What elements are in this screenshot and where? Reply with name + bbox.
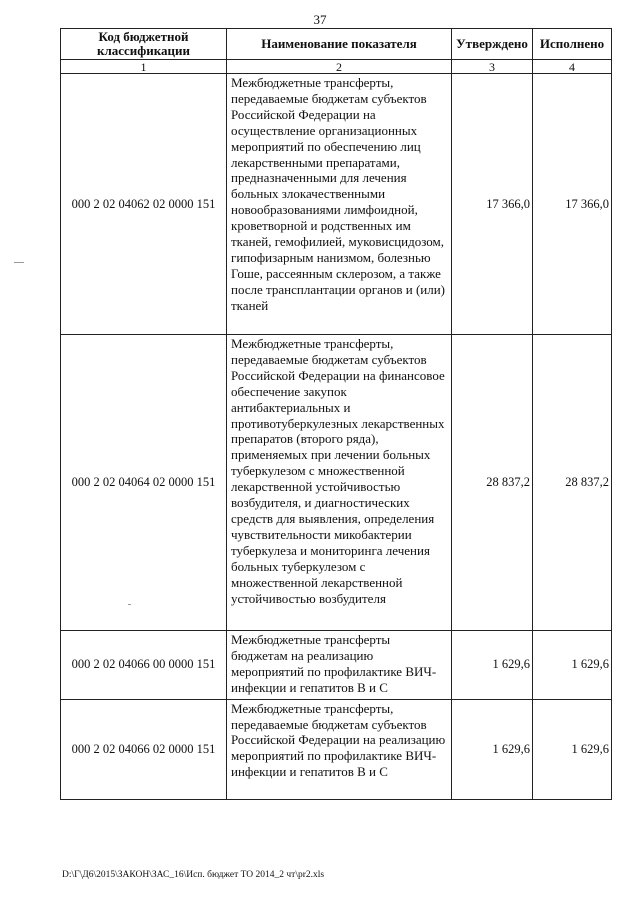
header-code: Код бюджетной классификации — [61, 29, 227, 60]
header-approved: Утверждено — [452, 29, 533, 60]
row-approved: 1 629,6 — [452, 699, 533, 799]
scan-mark — [14, 262, 24, 263]
file-path-footer: D:\Г\Д6\2015\ЗАКОН\ЗАС_16\Исп. бюджет ТО 2014_2 чт\pr2.xls — [62, 870, 325, 880]
table-row — [61, 335, 612, 631]
row-approved: 17 366,0 — [452, 74, 533, 335]
page-number: 37 — [313, 12, 327, 27]
table-header-row — [61, 29, 612, 60]
scan-mark — [128, 604, 131, 605]
row-name: Межбюджетные трансферты бюджетам на реализацию мероприятий по профилактике ВИЧ-инфекции и гепатитов В и С — [227, 631, 452, 700]
table-row — [61, 699, 612, 799]
row-approved: 1 629,6 — [452, 631, 533, 700]
column-number-row — [61, 60, 612, 74]
row-executed: 28 837,2 — [533, 335, 612, 631]
row-name: Межбюджетные трансферты, передаваемые бюджетам субъектов Российской Федерации на осуществление организационных мероприятий по обеспечению лиц лекарственными препаратами, предназначенными для лечения больных злокачественными новообразованиями лимфоидной, кроветворной и родственных им тканей, гемофилией, муковисцидозом, гипофизарным нанизмом, болезнью Гоше, рассеянным склерозом, а также после трансплантации органов и (или) тканей — [227, 74, 452, 335]
table-row — [61, 74, 612, 335]
row-code: 000 2 02 04066 02 0000 151 — [61, 699, 227, 799]
budget-table — [60, 28, 612, 800]
row-executed: 1 629,6 — [533, 699, 612, 799]
row-code: 000 2 02 04064 02 0000 151 — [61, 335, 227, 631]
column-number: 1 — [61, 60, 227, 74]
header-executed: Исполнено — [533, 29, 612, 60]
table-row — [61, 631, 612, 700]
row-executed: 17 366,0 — [533, 74, 612, 335]
row-name: Межбюджетные трансферты, передаваемые бюджетам субъектов Российской Федерации на финансовое обеспечение закупок антибактериальных и противотуберкулезных лекарственных препаратов (второго ряда), применяемых при лечении больных туберкулезом с множественной лекарственной устойчивостью возбудителя, и диагностических средств для выявления, определения чувствительности микобактерии туберкулеза и мониторинга лечения больных туберкулезом с множественной лекарственной устойчивостью возбудителя — [227, 335, 452, 631]
row-code: 000 2 02 04062 02 0000 151 — [61, 74, 227, 335]
header-name: Наименование показателя — [227, 29, 452, 60]
row-executed: 1 629,6 — [533, 631, 612, 700]
row-code: 000 2 02 04066 00 0000 151 — [61, 631, 227, 700]
column-number: 2 — [227, 60, 452, 74]
row-approved: 28 837,2 — [452, 335, 533, 631]
row-name: Межбюджетные трансферты, передаваемые бюджетам субъектов Российской Федерации на реализацию мероприятий по профилактике ВИЧ-инфекции и гепатитов В и С — [227, 699, 452, 799]
column-number: 3 — [452, 60, 533, 74]
column-number: 4 — [533, 60, 612, 74]
